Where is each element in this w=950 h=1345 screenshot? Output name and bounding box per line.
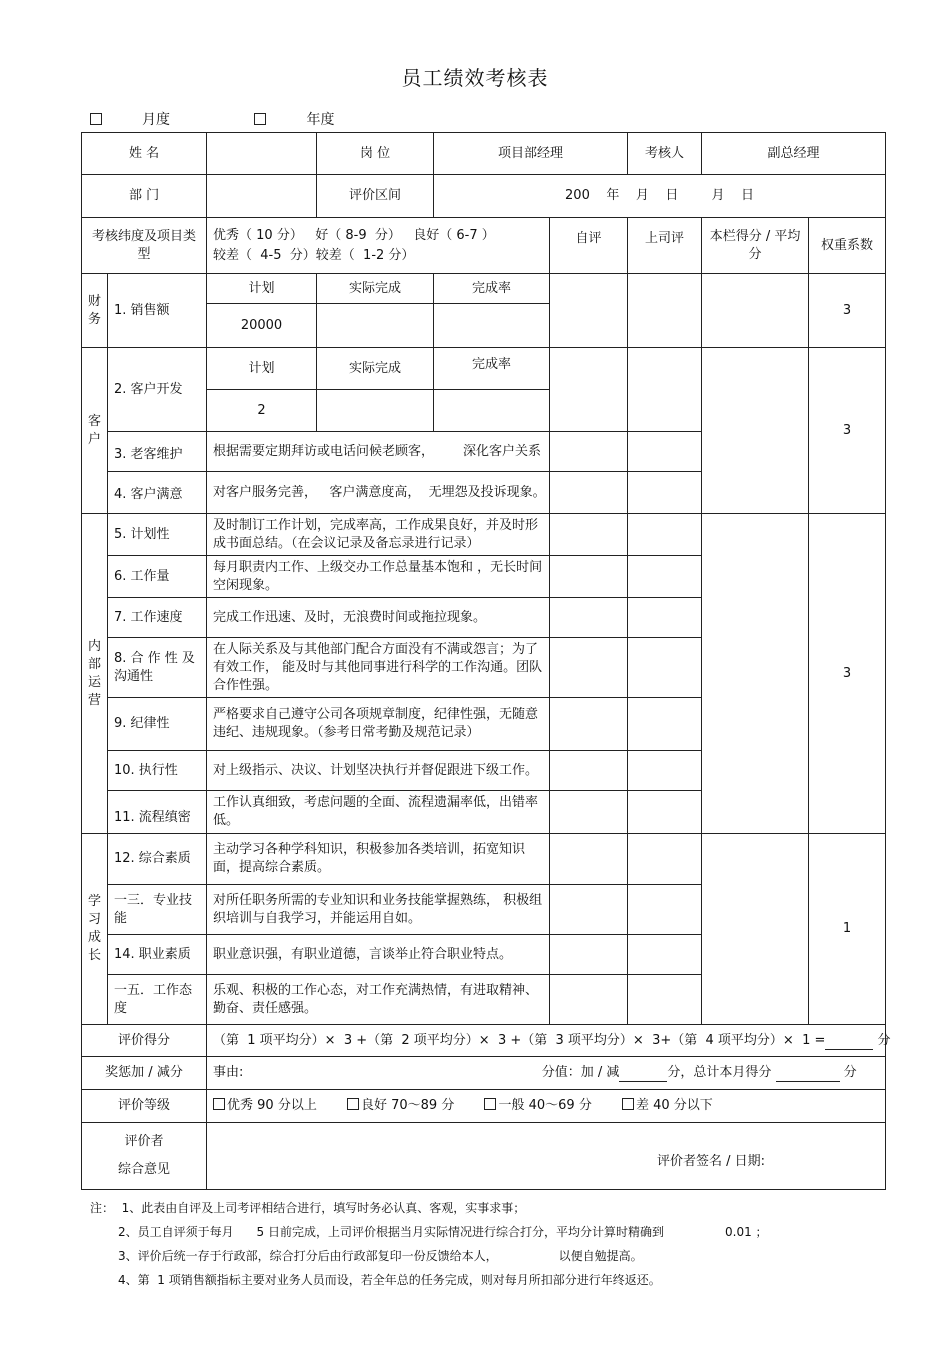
opinion-field[interactable]	[207, 1123, 886, 1190]
item-15-name: 一五．工作态度	[108, 975, 207, 1025]
item-13-desc: 对所任职务所需的专业知识和业务技能掌握熟练， 积极组织培训与自我学习，并能运用自如。	[207, 885, 550, 935]
item-6-name: 6. 工作量	[108, 556, 207, 598]
self-eval-cell[interactable]	[550, 638, 628, 698]
bonus-unit-2: 分	[843, 1065, 857, 1080]
boss-eval-cell[interactable]	[628, 432, 702, 472]
self-eval-cell[interactable]	[550, 751, 628, 791]
boss-eval-cell[interactable]	[628, 791, 702, 834]
item-1-name: 1. 销售额	[108, 274, 207, 348]
item-8-desc: 在人际关系及与其他部门配合方面没有不满或怨言；为了有效工作， 能及时与其他同事进行科学的工作沟通。团队合作性强。	[207, 638, 550, 698]
monthly-total-field[interactable]	[776, 1069, 840, 1082]
grade-average-label: 一般 40～69 分	[498, 1098, 592, 1113]
scale-header	[207, 218, 550, 274]
item-5-desc: 及时制订工作计划，完成率高，工作成果良好，并及时形成书面总结。（在会议记录及备忘录进行记录）	[207, 514, 550, 556]
boss-eval-cell[interactable]	[628, 598, 702, 638]
boss-eval-cell[interactable]	[628, 698, 702, 751]
item-14-desc: 职业意识强，有职业道德，言谈举止符合职业特点。	[207, 935, 550, 975]
bonus-value-label: 分值：加 / 减	[541, 1065, 620, 1080]
item-9-desc: 严格要求自己遵守公司各项规章制度，纪律性强，无随意违纪、违规现象。（参考日常考勤及规范记录）	[207, 698, 550, 751]
self-eval-cell[interactable]	[550, 432, 628, 472]
boss-eval-cell[interactable]	[628, 556, 702, 598]
boss-eval-cell[interactable]	[628, 472, 702, 514]
column-header-row	[82, 218, 886, 274]
weight-growth: 1	[809, 834, 886, 1025]
score-cell[interactable]	[702, 514, 809, 834]
scale-line-1: 优秀（ 10 分） 好（ 8-9 分） 良好（ 6-7 ）	[213, 227, 495, 243]
rate-value[interactable]	[434, 304, 550, 348]
item-13-name: 一三．专业技能	[108, 885, 207, 935]
item-11-name: 11. 流程缜密	[108, 791, 207, 834]
actual-header: 实际完成	[317, 348, 434, 390]
name-field[interactable]	[207, 133, 317, 175]
eval-total-field[interactable]	[825, 1037, 873, 1050]
name-label: 姓 名	[82, 133, 207, 175]
yearly-label: 年度	[306, 112, 335, 128]
bonus-label: 奖惩加 / 减分	[82, 1057, 207, 1090]
interval-label: 评价区间	[317, 175, 434, 218]
bonus-unit: 分，总计本月得分	[667, 1065, 772, 1080]
boss-eval-cell[interactable]	[628, 514, 702, 556]
boss-eval-cell[interactable]	[628, 975, 702, 1025]
item-6-desc: 每月职责内工作、上级交办工作总量基本饱和 ，无长时间空闲现象。	[207, 556, 550, 598]
weight-internal: 3	[809, 514, 886, 834]
item-row-1a	[82, 274, 886, 304]
item-7-desc: 完成工作迅速、及时，无浪费时间或拖拉现象。	[207, 598, 550, 638]
self-eval-cell[interactable]	[550, 935, 628, 975]
score-header: 本栏得分 / 平均分	[702, 218, 809, 274]
score-cell[interactable]	[702, 274, 809, 348]
dimension-header: 考核纬度及项目类型	[82, 218, 207, 274]
item-4-name: 4. 客户满意	[108, 472, 207, 514]
item-8-name: 8. 合 作 性 及 沟通性	[108, 638, 207, 698]
checkbox-excellent[interactable]	[213, 1098, 225, 1110]
dept-label: 部 门	[82, 175, 207, 218]
note-3: 3、评价后统一存于行政部，综合打分后由行政部复印一份反馈给本人， 以便自勉提高。	[118, 1249, 643, 1263]
grade-average[interactable]	[484, 1098, 591, 1113]
grade-good-label: 良好 70～89 分	[360, 1098, 455, 1113]
header-row-2	[82, 175, 886, 218]
eval-formula	[207, 1025, 891, 1057]
yearly-option[interactable]	[254, 109, 374, 129]
note-4: 4、第 1 项销售额指标主要对业务人员而设，若全年总的任务完成，则对每月所扣部分进行年终返还。	[118, 1273, 661, 1287]
self-eval-cell[interactable]	[550, 274, 628, 348]
item-9-name: 9. 纪律性	[108, 698, 207, 751]
self-eval-cell[interactable]	[550, 348, 628, 432]
page-title: 员工绩效考核表	[401, 66, 549, 90]
item-10-name: 10. 执行性	[108, 751, 207, 791]
actual-header: 实际完成	[317, 274, 434, 304]
position-label: 岗 位	[317, 133, 434, 175]
boss-eval-cell[interactable]	[628, 885, 702, 935]
bonus-content	[207, 1057, 886, 1090]
self-eval-cell[interactable]	[550, 698, 628, 751]
self-eval-cell[interactable]	[550, 556, 628, 598]
monthly-option[interactable]	[90, 109, 210, 129]
checkbox-monthly[interactable]	[90, 113, 102, 125]
opinion-label-2: 综合意见	[118, 1162, 171, 1177]
group-customer: 客户	[82, 348, 108, 514]
group-internal: 内部运营	[82, 514, 108, 834]
boss-eval-cell[interactable]	[628, 638, 702, 698]
grade-options	[207, 1090, 886, 1123]
plan-header: 计划	[207, 348, 317, 390]
item-row-5	[82, 514, 886, 556]
scale-line-2: 较差（ 4-5 分）较差（ 1-2 分）	[213, 247, 415, 263]
item-3-name: 3. 老客维护	[108, 432, 207, 472]
self-eval-cell[interactable]	[550, 834, 628, 885]
boss-eval-header: 上司评	[628, 218, 702, 274]
boss-eval-cell[interactable]	[628, 348, 702, 432]
rate-value[interactable]	[434, 390, 550, 432]
weight-customer: 3	[809, 348, 886, 514]
boss-eval-cell[interactable]	[628, 274, 702, 348]
rate-header: 完成率	[434, 348, 550, 390]
item-14-name: 14. 职业素质	[108, 935, 207, 975]
item-4-desc: 对客户服务完善， 客户满意度高， 无埋怨及投诉现象。	[207, 472, 550, 514]
group-finance: 财务	[82, 274, 108, 348]
item-10-desc: 对上级指示、决议、计划坚决执行并督促跟进下级工作。	[207, 751, 550, 791]
actual-value[interactable]	[317, 304, 434, 348]
checkbox-poor[interactable]	[622, 1098, 634, 1110]
self-eval-cell[interactable]	[550, 598, 628, 638]
reviewer-label: 考核人	[628, 133, 702, 175]
boss-eval-cell[interactable]	[628, 935, 702, 975]
grade-row	[82, 1090, 886, 1123]
note-1: 注： 1、此表由自评及上司考评相结合进行，填写时务必认真、客观，实事求事；	[90, 1201, 526, 1215]
monthly-label: 月度	[142, 112, 170, 128]
bonus-value-field[interactable]	[619, 1069, 667, 1082]
notes	[90, 1196, 920, 1292]
grade-excellent[interactable]	[213, 1098, 317, 1113]
weight-finance: 3	[809, 274, 886, 348]
bonus-row	[82, 1057, 886, 1090]
note-2: 2、员工自评须于每月 5 日前完成，上司评价根据当月实际情况进行综合打分，平均分计算时精确到 0.01 ；	[118, 1225, 768, 1239]
position-value: 项目部经理	[434, 133, 628, 175]
plan-value: 2	[207, 390, 317, 432]
eval-score-label: 评价得分	[82, 1025, 207, 1057]
self-eval-cell[interactable]	[550, 514, 628, 556]
assessment-table	[81, 132, 891, 1190]
self-eval-header: 自评	[550, 218, 628, 274]
self-eval-cell[interactable]	[550, 885, 628, 935]
item-15-desc: 乐观、积极的工作心态，对工作充满热情，有进取精神、勤奋、责任感强。	[207, 975, 550, 1025]
score-cell[interactable]	[702, 834, 809, 1025]
boss-eval-cell[interactable]	[628, 834, 702, 885]
item-12-desc: 主动学习各种学科知识，积极参加各类培训，拓宽知识面，提高综合素质。	[207, 834, 550, 885]
plan-value: 20000	[207, 304, 317, 348]
grade-label: 评价等级	[82, 1090, 207, 1123]
item-row-12	[82, 834, 886, 885]
item-11-desc: 工作认真细致，考虑问题的全面、流程遗漏率低，出错率低。	[207, 791, 550, 834]
bonus-reason: 事由:	[213, 1065, 244, 1080]
item-7-name: 7. 工作速度	[108, 598, 207, 638]
boss-eval-cell[interactable]	[628, 751, 702, 791]
item-3-desc: 根据需要定期拜访或电话问候老顾客， 深化客户关系	[207, 432, 550, 472]
reviewer-value: 副总经理	[702, 133, 886, 175]
item-5-name: 5. 计划性	[108, 514, 207, 556]
opinion-label	[82, 1123, 207, 1190]
opinion-label-1: 评价者	[124, 1134, 164, 1149]
signature-label: 评价者签名 / 日期:	[657, 1154, 766, 1169]
self-eval-cell[interactable]	[550, 791, 628, 834]
score-cell[interactable]	[702, 348, 809, 514]
eval-unit: 分	[877, 1032, 891, 1048]
checkbox-yearly[interactable]	[254, 113, 266, 125]
dept-field[interactable]	[207, 175, 317, 218]
interval-value[interactable]: 200 年 月 日 月 日	[434, 175, 886, 218]
self-eval-cell[interactable]	[550, 472, 628, 514]
eval-formula-text: （第 1 项平均分）× 3 +（第 2 项平均分）× 3 +（第 3 项平均分）× 3+（第 4 项平均分）× 1 =	[213, 1032, 826, 1048]
item-row-2a	[82, 348, 886, 390]
grade-excellent-label: 优秀 90 分以上	[227, 1098, 317, 1113]
weight-header: 权重系数	[809, 218, 886, 274]
item-12-name: 12. 综合素质	[108, 834, 207, 885]
eval-score-row	[82, 1025, 886, 1057]
actual-value[interactable]	[317, 390, 434, 432]
checkbox-average[interactable]	[484, 1098, 496, 1110]
self-eval-cell[interactable]	[550, 975, 628, 1025]
checkbox-good[interactable]	[347, 1098, 359, 1110]
grade-poor-label: 差 40 分以下	[635, 1098, 713, 1113]
grade-good[interactable]	[347, 1098, 454, 1113]
period-options	[90, 109, 414, 129]
grade-poor[interactable]	[622, 1098, 713, 1113]
rate-header: 完成率	[434, 274, 550, 304]
opinion-row	[82, 1123, 886, 1190]
header-row-1	[82, 133, 886, 175]
item-2-name: 2. 客户开发	[108, 348, 207, 432]
group-growth: 学习成长	[82, 834, 108, 1025]
plan-header: 计划	[207, 274, 317, 304]
